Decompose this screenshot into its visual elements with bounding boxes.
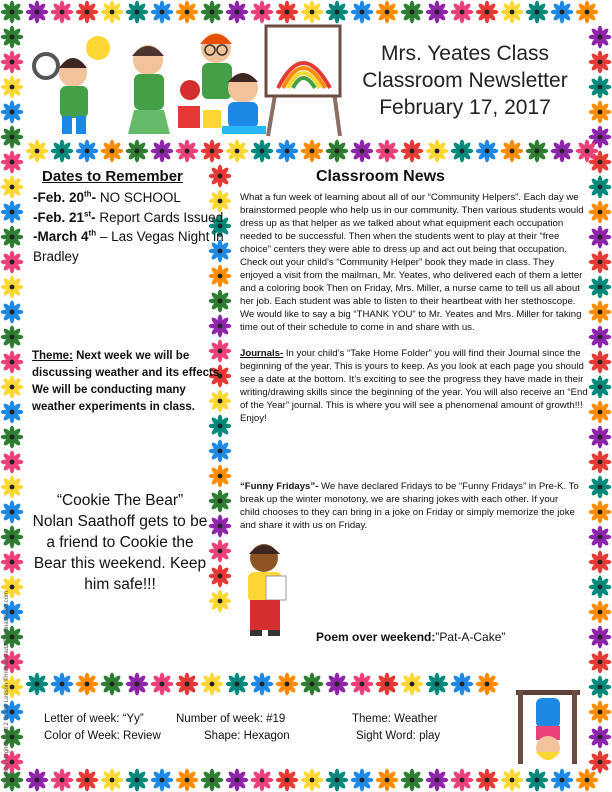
cookie-bear-note <box>30 490 210 595</box>
flower-icon <box>1 376 24 399</box>
flower-icon <box>1 101 24 124</box>
color-of-week: Color of Week: Review <box>44 730 161 742</box>
flower-icon <box>226 673 249 696</box>
flower-icon <box>276 769 299 792</box>
title-line-newsletter: Classroom Newsletter <box>362 69 568 92</box>
flower-icon <box>176 140 199 163</box>
flower-icon <box>589 501 612 524</box>
flower-icon <box>589 601 612 624</box>
flower-icon <box>376 673 399 696</box>
easel-icon <box>266 26 340 136</box>
number-of-week: Number of week: #19 <box>176 713 286 725</box>
flower-icon <box>589 726 612 749</box>
news-body <box>240 191 590 425</box>
flower-icon <box>101 769 124 792</box>
flower-icon <box>576 140 599 163</box>
flower-icon <box>376 1 399 24</box>
flower-icon <box>589 176 612 199</box>
flower-icon <box>101 140 124 163</box>
newsletter-title <box>350 40 580 121</box>
flower-icon <box>201 673 224 696</box>
cookie-title: “Cookie The Bear” <box>56 492 184 509</box>
flower-icon <box>251 140 274 163</box>
flower-icon <box>126 673 149 696</box>
flower-icon <box>589 526 612 549</box>
flower-icon <box>1 126 24 149</box>
flower-icon <box>1 326 24 349</box>
flower-icon <box>226 769 249 792</box>
flower-icon <box>476 140 499 163</box>
flower-icon <box>576 1 599 24</box>
flower-icon <box>209 590 232 613</box>
flower-icon <box>209 490 232 513</box>
flower-icon <box>589 651 612 674</box>
flower-icon <box>151 673 174 696</box>
flower-icon <box>76 140 99 163</box>
flower-icon <box>589 376 612 399</box>
flower-icon <box>126 769 149 792</box>
flower-icon <box>501 140 524 163</box>
flower-icon <box>1 76 24 99</box>
climbing-kid-clipart <box>512 688 584 766</box>
flower-icon <box>351 769 374 792</box>
flower-icon <box>51 140 74 163</box>
flower-icon <box>526 140 549 163</box>
funny-fridays-paragraph: “Funny Fridays”- We have declared Fridays to be “Funny Fridays” in Pre-K. To break up the winter monotony, we are sharing jokes with each other. If your child chooses to they can bring in a joke on Friday or simply memorize the joke and share it with us on Friday. <box>240 481 579 531</box>
flower-icon <box>176 769 199 792</box>
flower-icon <box>1 351 24 374</box>
flower-icon <box>589 51 612 74</box>
flower-icon <box>276 140 299 163</box>
flower-icon <box>176 673 199 696</box>
flower-icon <box>1 201 24 224</box>
flower-icon <box>1 1 24 24</box>
flower-icon <box>589 76 612 99</box>
kids-clipart <box>28 18 348 138</box>
flower-icon <box>589 576 612 599</box>
flower-icon <box>326 769 349 792</box>
flower-icon <box>376 140 399 163</box>
flower-icon <box>209 440 232 463</box>
flower-icon <box>209 315 232 338</box>
flower-icon <box>501 769 524 792</box>
dates-list <box>33 188 233 266</box>
flower-icon <box>1 26 24 49</box>
thank-you-paragraph: We would like to say a big “THANK YOU” to Mr. Yeates and Mrs. Miller for taking time out of their schedule to come in and share with us. <box>240 309 582 333</box>
flower-icon <box>209 415 232 438</box>
flower-icon <box>451 140 474 163</box>
flower-icon <box>589 676 612 699</box>
kid-waving-icon <box>128 45 170 134</box>
flower-icon <box>351 1 374 24</box>
flower-icon <box>226 140 249 163</box>
flower-icon <box>251 673 274 696</box>
flower-icon <box>589 101 612 124</box>
flower-icon <box>251 769 274 792</box>
flower-icon <box>351 673 374 696</box>
flower-icon <box>476 1 499 24</box>
flower-icon <box>351 140 374 163</box>
flower-icon <box>301 769 324 792</box>
flower-icon <box>1 426 24 449</box>
date-item: -Feb. 21st- Report Cards Issued <box>33 209 224 225</box>
flower-icon <box>426 140 449 163</box>
flower-icon <box>476 769 499 792</box>
flower-icon <box>501 1 524 24</box>
flower-icon <box>101 673 124 696</box>
flower-icon <box>1 226 24 249</box>
flower-icon <box>576 769 599 792</box>
flower-icon <box>1 501 24 524</box>
flower-icon <box>326 140 349 163</box>
copyright-credit: ©Ashley Hughes Tied 2 Grade Lesson ©melonheadz © toonasfaces.com <box>4 590 10 785</box>
flower-icon <box>301 140 324 163</box>
flower-icon <box>209 265 232 288</box>
sun-icon <box>86 36 110 60</box>
title-line-class: Mrs. Yeates Class <box>380 42 550 65</box>
flower-icon <box>1 476 24 499</box>
flower-icon <box>451 769 474 792</box>
flower-icon <box>26 673 49 696</box>
sight-word: Sight Word: play <box>356 730 441 742</box>
flower-icon <box>589 426 612 449</box>
flower-icon <box>326 673 349 696</box>
flower-icon <box>276 673 299 696</box>
shape-of-week: Shape: Hexagon <box>204 730 290 742</box>
news-heading: Classroom News <box>316 168 445 185</box>
flower-icon <box>589 701 612 724</box>
flower-icon <box>401 769 424 792</box>
theme-text: Next week we will be discussing weather and its effects. We will be conducting many weather experiments in class. <box>32 350 223 413</box>
flower-icon <box>376 769 399 792</box>
flower-icon <box>589 201 612 224</box>
flower-icon <box>426 673 449 696</box>
poem-of-weekend: Poem over weekend:”Pat-A-Cake” <box>316 630 506 644</box>
flower-icon <box>209 165 232 188</box>
flower-icon <box>451 1 474 24</box>
flower-icon <box>26 769 49 792</box>
flower-icon <box>589 26 612 49</box>
flower-icon <box>209 565 232 588</box>
flower-icon <box>589 626 612 649</box>
flower-icon <box>209 465 232 488</box>
date-item: -Feb. 20th- NO SCHOOL <box>33 189 181 205</box>
date-item: -March 4th – Las Vegas Night in Bradley <box>33 228 224 264</box>
flower-icon <box>1 151 24 174</box>
title-line-date: February 17, 2017 <box>379 96 551 119</box>
flower-icon <box>589 326 612 349</box>
flower-icon <box>589 751 612 774</box>
flower-icon <box>301 673 324 696</box>
flower-icon <box>401 1 424 24</box>
journals-paragraph: Journals- In your child’s “Take Home Folder” you will find their Journal since the beginning of the year. This is yours to keep. As you look at each page you should see a date at the bottom. It’s exciting to see the progress they have made in their writing/drawing skills since the beginning of the year. You will also receive an “End of the Year” journal. This is where you will see a phenomenal amount of growth!!! Enjoy! <box>240 348 588 424</box>
flower-icon <box>426 769 449 792</box>
flower-icon <box>1 251 24 274</box>
flower-icon <box>589 401 612 424</box>
student-paper-clipart <box>236 540 296 638</box>
flower-icon <box>209 515 232 538</box>
flower-icon <box>526 769 549 792</box>
kid-magnifier-icon <box>34 54 88 134</box>
flower-icon <box>551 769 574 792</box>
flower-icon <box>126 140 149 163</box>
flower-icon <box>1 401 24 424</box>
theme-note <box>32 348 227 416</box>
kid-glasses-icon <box>200 33 232 99</box>
flower-icon <box>451 673 474 696</box>
flower-icon <box>201 140 224 163</box>
flower-icon <box>76 673 99 696</box>
flower-icon <box>201 769 224 792</box>
flower-icon <box>26 140 49 163</box>
flower-icon <box>209 290 232 313</box>
dates-heading: Dates to Remember <box>42 168 183 185</box>
flower-icon <box>51 769 74 792</box>
flower-icon <box>1 176 24 199</box>
flower-icon <box>1 451 24 474</box>
flower-icon <box>1 301 24 324</box>
flower-icon <box>1 51 24 74</box>
flower-icon <box>401 140 424 163</box>
flower-icon <box>589 351 612 374</box>
flower-icon <box>589 226 612 249</box>
letter-of-week: Letter of week: “Yy” <box>44 713 144 725</box>
flower-icon <box>76 769 99 792</box>
news-paragraph: What a fun week of learning about all of our “Community Helpers”. Each day we brainstormed people who help us in our community. Then various students would dress up as that helper as we talked about what equipment each occupation needed to be successful. Then when the students went to play at their “free choice” centers they were able to dress up and act out being that occupation. Check out your child’s “Community Helper” book they made in class. They enjoyed a visit from the mailman, Mr. Yeates, who delivered each of them a letter and a coloring book Then on Friday, Mrs. Miller, a nurse came to tell us all about her job. Each student was able to listen to their heartbeat with her stethoscope. <box>240 192 584 307</box>
flower-icon <box>426 1 449 24</box>
theme-of-week: Theme: Weather <box>352 713 438 725</box>
flower-icon <box>589 251 612 274</box>
flower-icon <box>401 673 424 696</box>
flower-icon <box>151 769 174 792</box>
theme-label: Theme: <box>32 350 73 362</box>
flower-icon <box>589 551 612 574</box>
flower-icon <box>209 540 232 563</box>
flower-icon <box>551 1 574 24</box>
flower-icon <box>589 451 612 474</box>
flower-icon <box>589 301 612 324</box>
flower-icon <box>526 1 549 24</box>
flower-icon <box>151 140 174 163</box>
flower-icon <box>589 476 612 499</box>
cookie-text: Nolan Saathoff gets to be a friend to Cookie the Bear this weekend. Keep him safe!!! <box>32 513 208 593</box>
flower-icon <box>589 276 612 299</box>
flower-icon <box>1 276 24 299</box>
flower-icon <box>551 140 574 163</box>
flower-icon <box>476 673 499 696</box>
flower-icon <box>51 673 74 696</box>
